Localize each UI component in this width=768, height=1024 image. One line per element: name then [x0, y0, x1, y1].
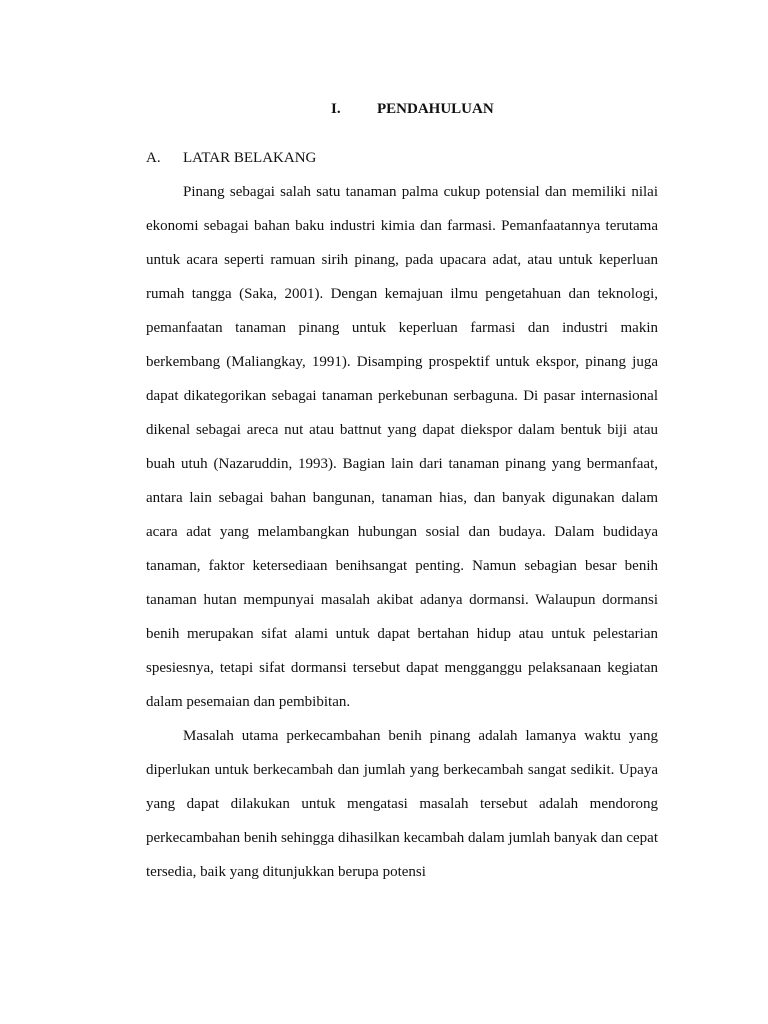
chapter-heading — [0, 101, 768, 123]
chapter-number: I. — [331, 101, 341, 117]
section-heading — [0, 150, 768, 172]
section-letter: A. — [146, 150, 161, 166]
paragraph: Pinang sebagai salah satu tanaman palma cukup potensial dan memiliki nilai ekonomi sebagai bahan baku industri kimia dan farmasi. Pemanfaatannya terutama untuk acara seperti ramuan sirih pinang, pada upacara adat, atau untuk keperluan rumah tangga (Saka, 2001). Dengan kemajuan ilmu pengetahuan dan teknologi, pemanfaatan tanaman pinang untuk keperluan farmasi dan industri makin berkembang (Maliangkay, 1991). Disamping prospektif untuk ekspor, pinang juga dapat dikategorikan sebagai tanaman perkebunan serbaguna. Di pasar internasional dikenal sebagai areca nut atau battnut yang dapat diekspor dalam bentuk biji atau buah utuh (Nazaruddin, 1993). Bagian lain dari tanaman pinang yang bermanfaat, antara lain sebagai bahan bangunan, tanaman hias, dan banyak digunakan dalam acara adat yang melambangkan hubungan sosial dan budaya. Dalam budidaya tanaman, faktor ketersediaan benihsangat penting. Namun sebagian besar benih tanaman hutan mempunyai masalah akibat adanya dormansi. Walaupun dormansi benih merupakan sifat alami untuk dapat bertahan hidup atau untuk pelestarian spesiesnya, tetapi sifat dormansi tersebut dapat mengganggu pelaksanaan kegiatan dalam pesemaian dan pembibitan. — [146, 184, 658, 710]
body-text — [146, 175, 658, 889]
paragraph: Masalah utama perkecambahan benih pinang adalah lamanya waktu yang diperlukan untuk berkecambah dan jumlah yang berkecambah sangat sedikit. Upaya yang dapat dilakukan untuk mengatasi masalah tersebut adalah mendorong perkecambahan benih sehingga dihasilkan kecambah dalam jumlah banyak dan cepat tersedia, baik yang ditunjukkan berupa potensi — [146, 728, 658, 880]
section-title: LATAR BELAKANG — [183, 150, 317, 166]
chapter-title: PENDAHULUAN — [377, 101, 494, 117]
